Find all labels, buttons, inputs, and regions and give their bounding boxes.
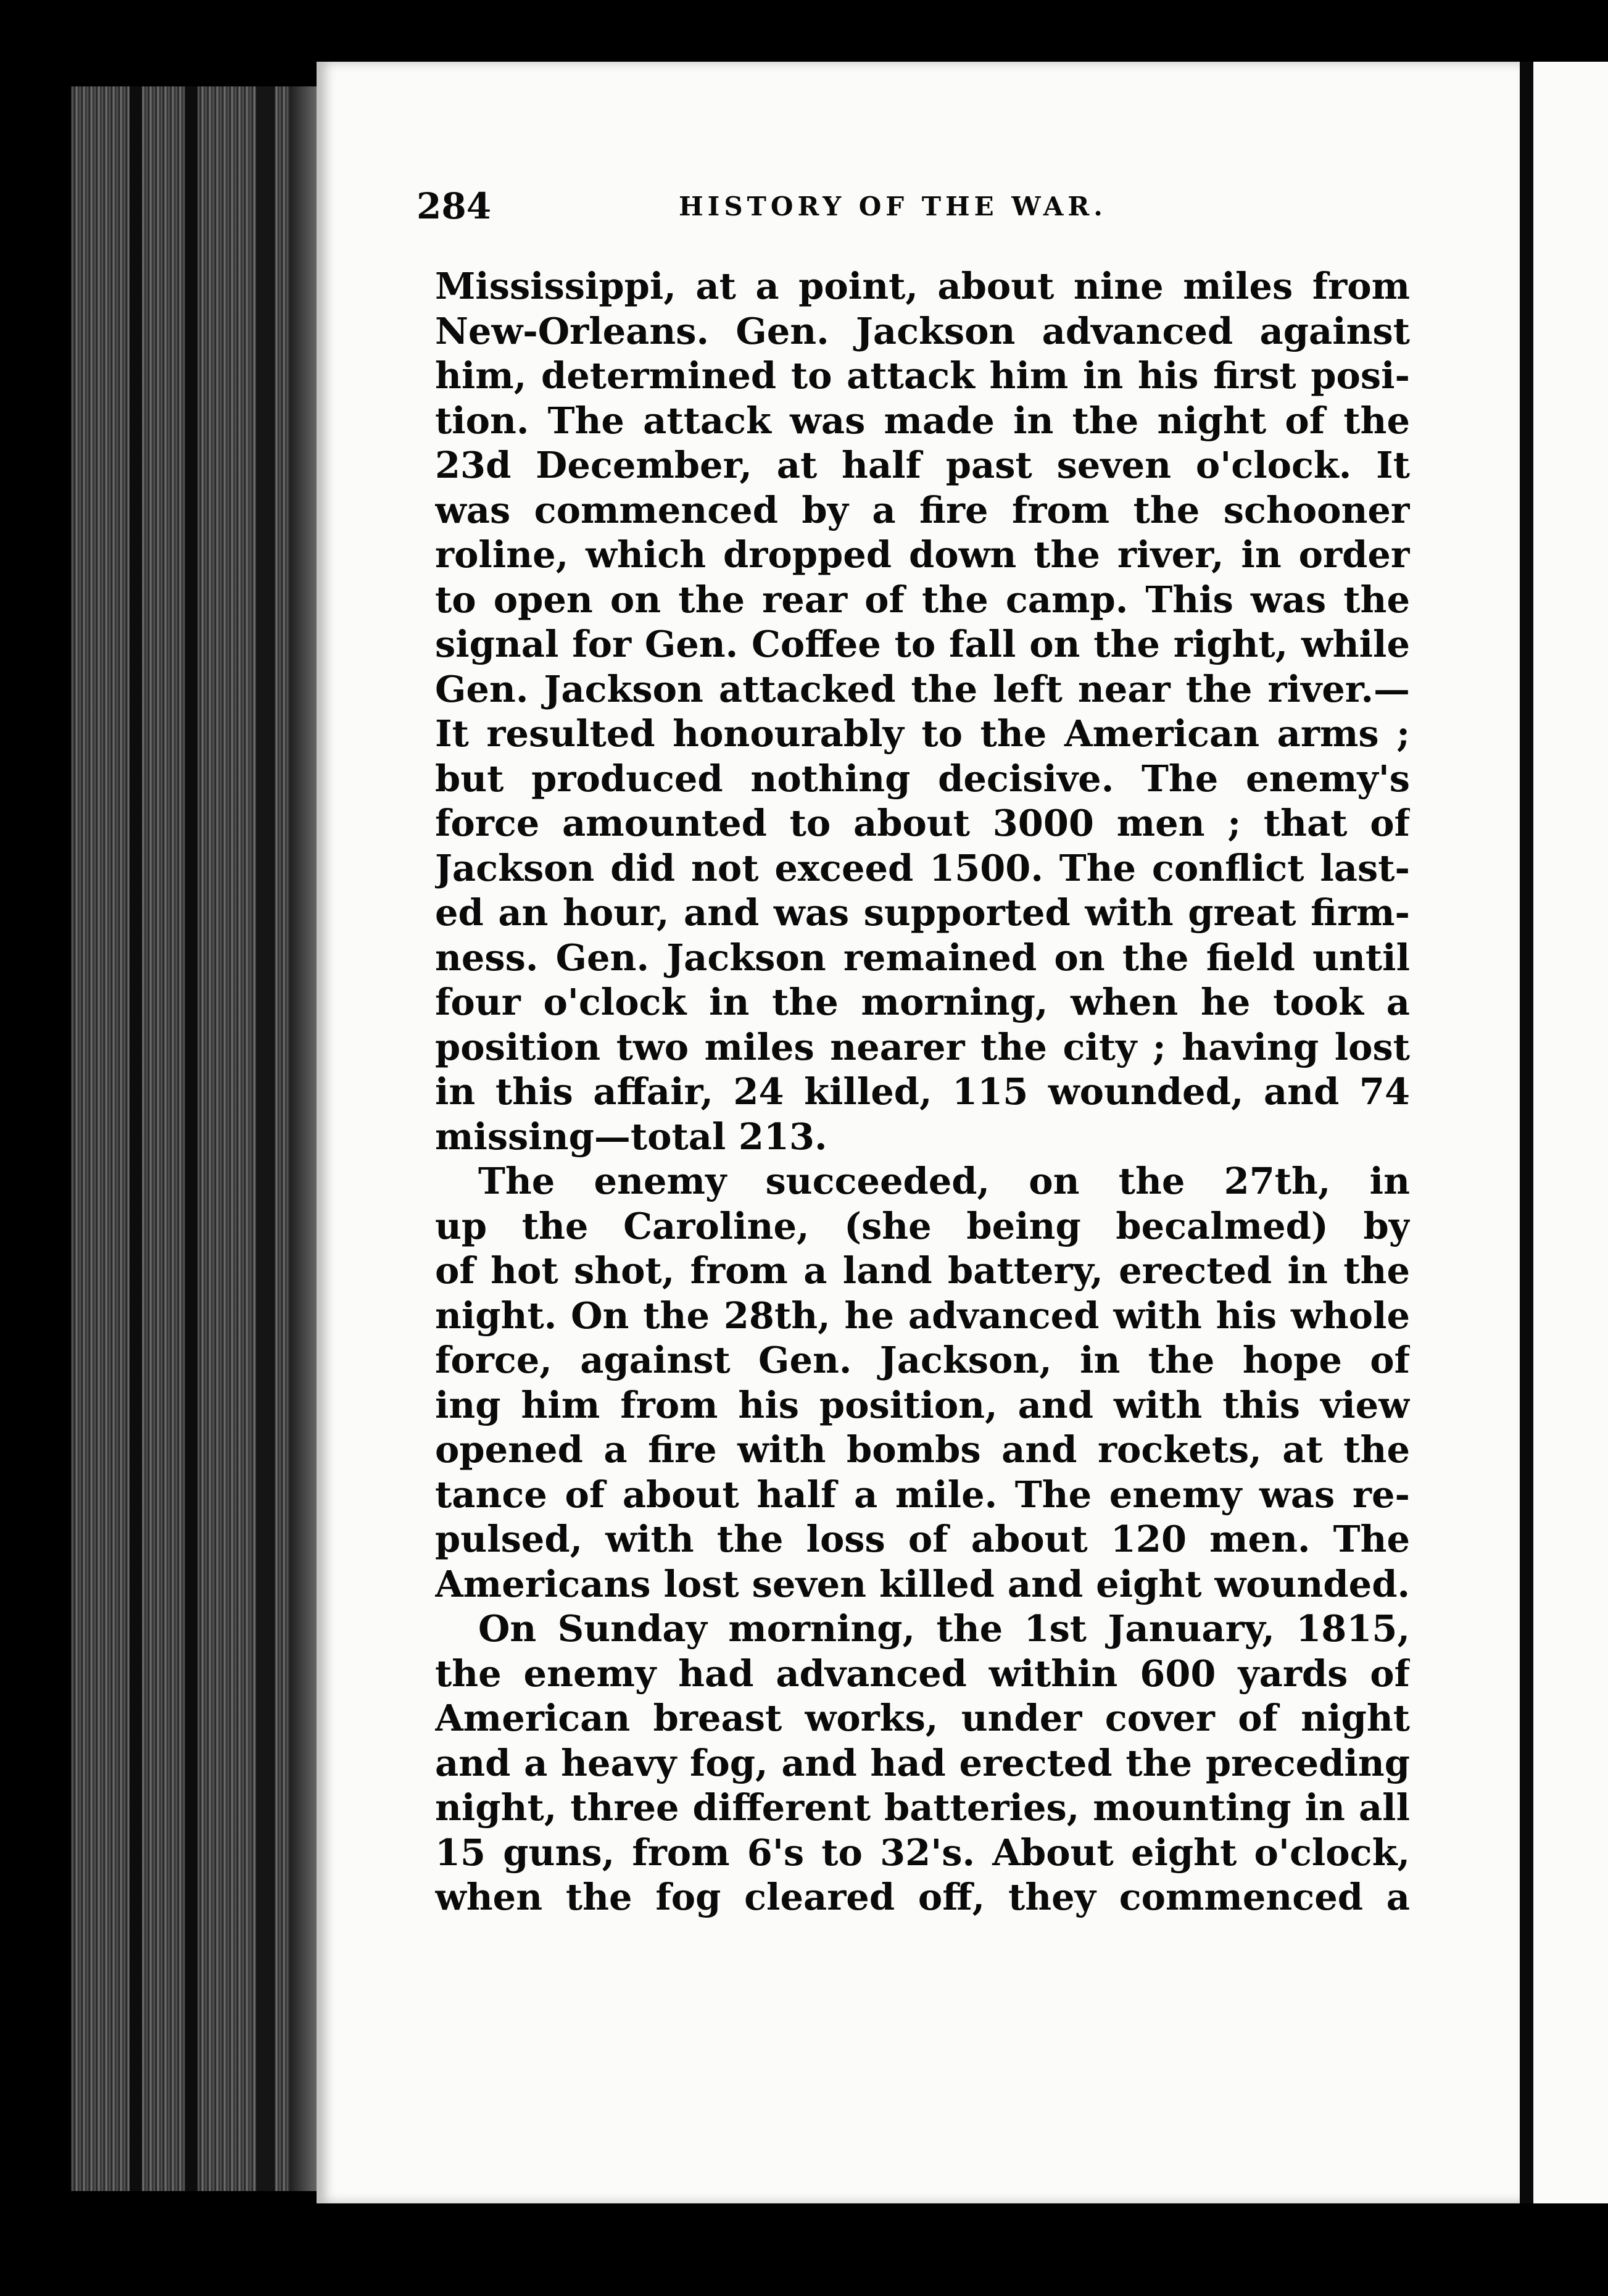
text-line: opened a fire with bombs and rockets, at the <box>435 1428 1410 1471</box>
text-line: and a heavy fog, and had erected the preceding <box>435 1741 1410 1784</box>
text-line: when the fog cleared off, they commenced a <box>435 1876 1410 1918</box>
spine-band <box>185 86 197 2191</box>
page-number: 284 <box>417 185 492 227</box>
text-line: 15 guns, from 6's to 32's. About eight o'clock, <box>435 1831 1410 1874</box>
text-line: tance of about half a mile. The enemy was re- <box>435 1473 1410 1516</box>
text-line: force, against Gen. Jackson, in the hope of <box>435 1339 1410 1381</box>
spine-band <box>130 86 142 2191</box>
text-line: him, determined to attack him in his first posi- <box>435 354 1410 397</box>
text-line: roline, which dropped down the river, in order <box>435 533 1410 576</box>
text-line: Mississippi, at a point, about nine miles from <box>435 265 1410 307</box>
book-spine <box>71 86 318 2191</box>
text-line: force amounted to about 3000 men ; that of <box>435 802 1410 844</box>
text-line: to open on the rear of the camp. This was the <box>435 578 1410 621</box>
text-line: tion. The attack was made in the night of the <box>435 399 1410 442</box>
text-line: up the Caroline, (she being becalmed) by <box>435 1204 1410 1247</box>
text-line: position two miles nearer the city ; having lost <box>435 1025 1410 1068</box>
text-line: 23d December, at half past seven o'clock. It <box>435 444 1410 486</box>
text-line: New-Orleans. Gen. Jackson advanced against <box>435 309 1410 352</box>
text-line: of hot shot, from a land battery, erected in the <box>435 1249 1410 1292</box>
text-line: in this affair, 24 killed, 115 wounded, and 74 <box>435 1070 1410 1113</box>
spine-band <box>256 86 275 2191</box>
text-line: ed an hour, and was supported with great firm- <box>435 891 1410 934</box>
text-line: Gen. Jackson attacked the left near the river.— <box>435 667 1410 710</box>
text-line: the enemy had advanced within 600 yards of <box>435 1652 1410 1695</box>
text-line: American breast works, under cover of night <box>435 1697 1410 1739</box>
text-line: night. On the 28th, he advanced with his whole <box>435 1294 1410 1337</box>
page-edge-shadow <box>1520 62 1533 2203</box>
text-line: was commenced by a fire from the schooner <box>435 488 1410 531</box>
text-line: It resulted honourably to the American arms ; <box>435 712 1410 755</box>
text-line: ness. Gen. Jackson remained on the field until <box>435 936 1410 979</box>
text-line: Jackson did not exceed 1500. The conflict last- <box>435 846 1410 889</box>
running-title: HISTORY OF THE WAR. <box>679 191 1107 222</box>
text-line: pulsed, with the loss of about 120 men. The <box>435 1518 1410 1560</box>
text-line: signal for Gen. Coffee to fall on the right, while <box>435 623 1410 665</box>
paragraph-start-line: On Sunday morning, the 1st January, 1815, <box>478 1607 1410 1650</box>
text-line: four o'clock in the morning, when he took a <box>435 981 1410 1023</box>
text-line: night, three different batteries, mounting in all <box>435 1786 1410 1829</box>
text-line: but produced nothing decisive. The enemy's <box>435 757 1410 800</box>
running-head <box>417 185 1219 235</box>
text-line: ing him from his position, and with this view <box>435 1383 1410 1426</box>
text-line: Americans lost seven killed and eight wounded. <box>435 1562 1410 1605</box>
body-text <box>435 264 1410 1920</box>
paragraph-end-line: missing—total 213. <box>435 1115 827 1158</box>
facing-page-edge <box>1533 62 1608 2203</box>
paragraph-start-line: The enemy succeeded, on the 27th, in <box>478 1160 1410 1202</box>
spine-shadow <box>290 86 318 2191</box>
